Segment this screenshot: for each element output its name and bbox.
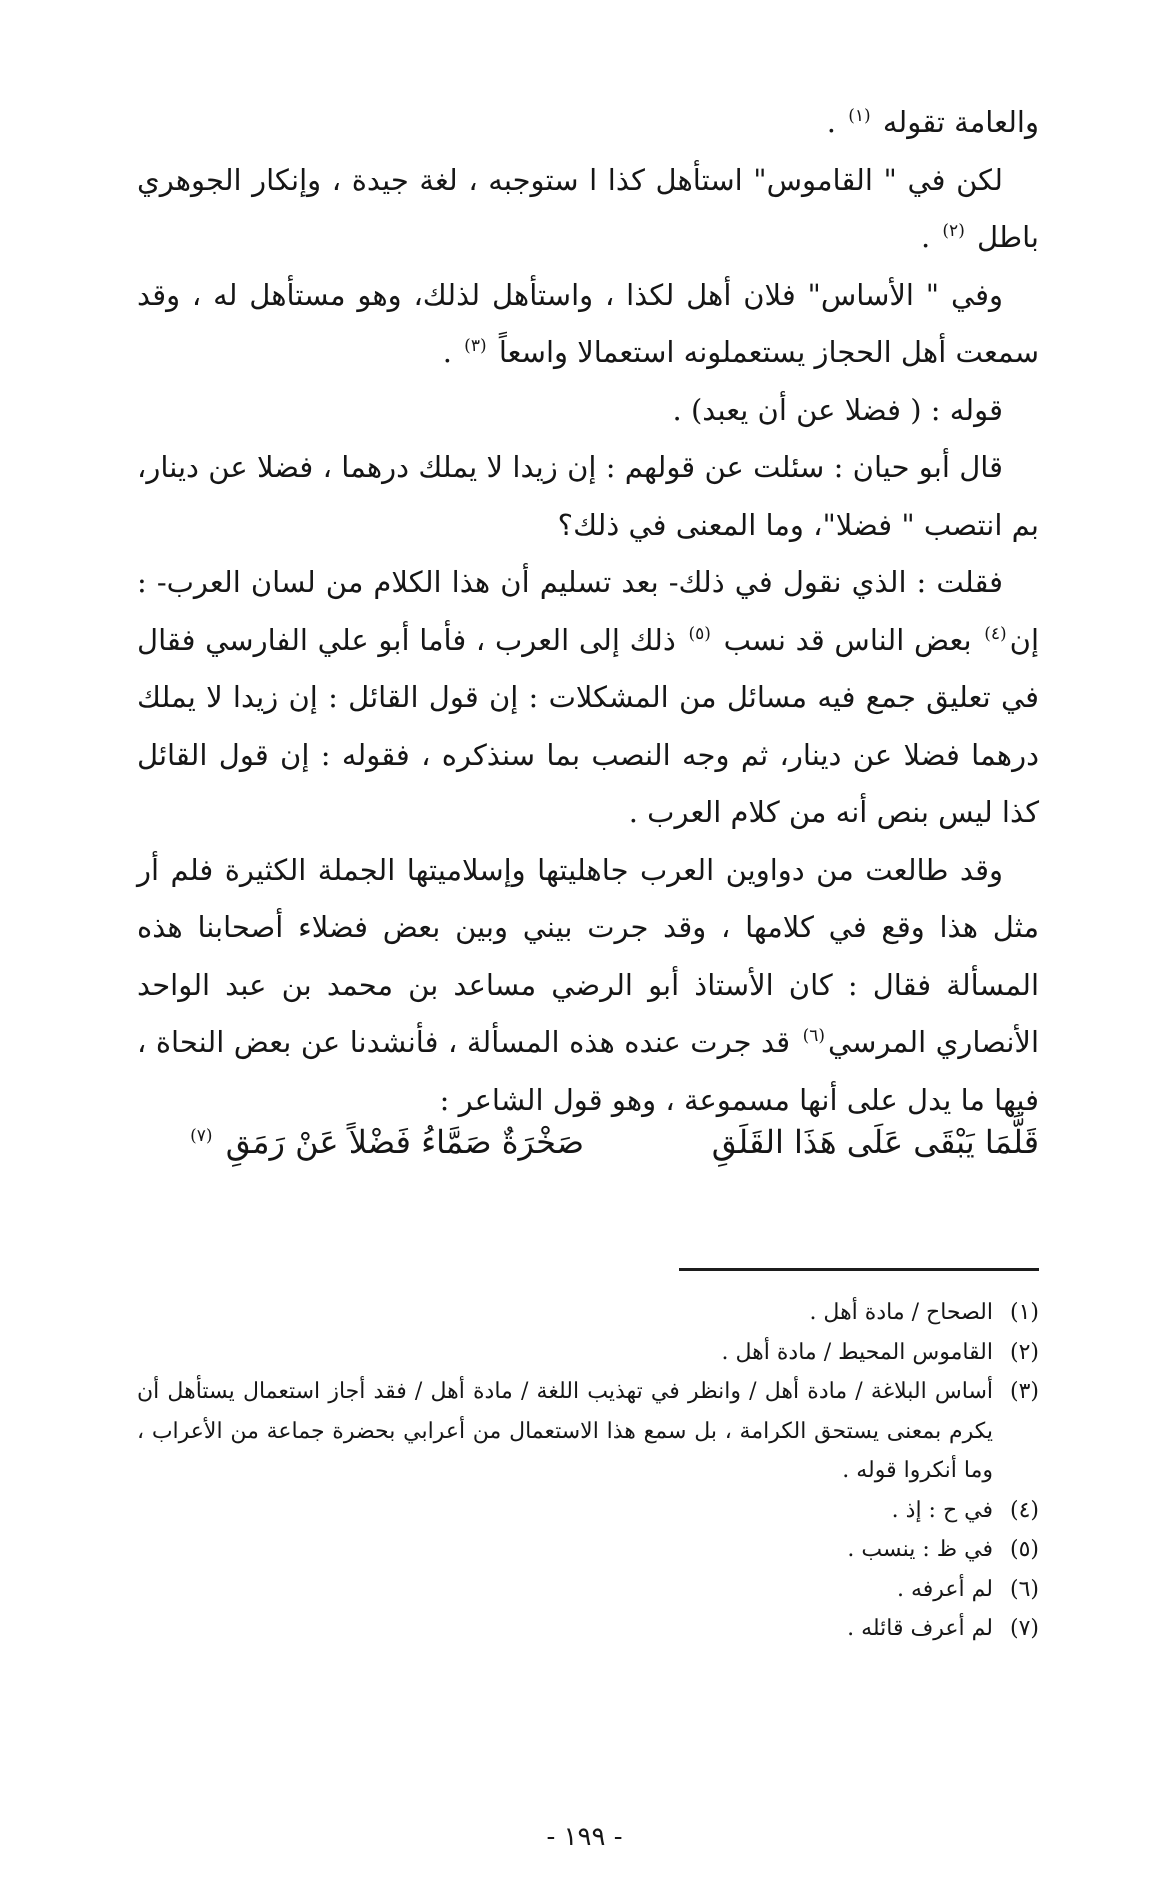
footnote-ref-6: (٦) xyxy=(802,1026,826,1047)
footnotes xyxy=(137,1293,1039,1649)
paragraph-4: قوله : ( فضلا عن أن يعبد) . xyxy=(672,392,1003,427)
footnote-ref-1: (١) xyxy=(848,106,871,127)
footnote-5: (٥) في ظ : ينسب . xyxy=(847,1537,1039,1562)
page-number: - ١٩٩ - xyxy=(546,1822,623,1852)
paragraph-7: وقد طالعت من دواوين العرب جاهليتها وإسلاميتها الجملة الكثيرة فلم أر مثل هذا وقع في كلامها ، وقد جرت بيني وبين بعض فضلاء أصحابنا هذه المسألة فقال : كان الأستاذ أبو الرضي مساعد بن محمد بن عبد الواحد الأنصاري المرسي$^{(٦)}$ قد جرت عنده هذه المسألة ، فأنشدنا عن بعض النحاة ، فيها ما يدل على أنها مسموعة ، وهو قول الشاعر : xyxy=(137,852,1039,1117)
footnote-ref-4: (٤) xyxy=(984,623,1007,644)
footnote-2: (٢) القاموس المحيط / مادة أهل . xyxy=(721,1339,1039,1365)
verse-first-hemistich: قَلَّمَا يَبْقَى عَلَى هَذَا القَلَقِ xyxy=(711,1123,1039,1161)
footnote-7: (٧) لم أعرف قائله . xyxy=(847,1616,1039,1641)
footnote-ref-2: (٢) xyxy=(942,221,965,242)
paragraph-3: وفي " الأساس" فلان أهل لكذا ، واستأهل لذلك، وهو مستأهل له ، وقد سمعت أهل الحجاز يستعملونه استعمالا واسعاً $^{(٣)}$ . xyxy=(137,277,1039,369)
footnote-6: (٦) لم أعرفه . xyxy=(896,1576,1039,1602)
footnote-ref-3: (٣) xyxy=(464,336,487,357)
footnote-1: (١) الصحاح / مادة أهل . xyxy=(809,1300,1039,1325)
footnote-divider xyxy=(679,1268,1039,1271)
paragraph-2: لكن في " القاموس" استأهل كذا ا ستوجبه ، لغة جيدة ، وإنكار الجوهري باطل $^{(٢)}$ . xyxy=(137,162,1039,254)
footnote-3: (٣) أساس البلاغة / مادة أهل / وانظر في تهذيب اللغة / مادة أهل / فقد أجاز استعمال يستأهل أن يكرم بمعنى يستحق الكرامة ، بل سمع هذا الاستعمال من أعرابي بحضرة جماعة من الأعراب ، وما أنكروا قوله . xyxy=(137,1379,1039,1483)
footnote-4: (٤) في ح : إذ . xyxy=(891,1497,1039,1523)
footnote-ref-5: (٥) xyxy=(688,623,711,644)
verse-second-hemistich: صَخْرَةٌ صَمَّاءُ فَضْلاً عَنْ رَمَقِ $^{(٧)}$ xyxy=(187,1112,584,1172)
main-text xyxy=(137,94,1039,1129)
paragraph-1: والعامة تقوله $^{(١)}$ . xyxy=(826,105,1039,139)
paragraph-5: قال أبو حيان : سئلت عن قولهم : إن زيدا لا يملك درهما ، فضلا عن دينار، بم انتصب " فضلا"، وما المعنى في ذلك؟ xyxy=(137,450,1039,542)
footnote-ref-7: (٧) xyxy=(190,1126,213,1147)
poetry-verse xyxy=(137,1112,1039,1172)
paragraph-6: فقلت : الذي نقول في ذلك- بعد تسليم أن هذا الكلام من لسان العرب- : إن$^{(٤)}$ بعض الناس قد نسب $^{(٥)}$ ذلك إلى العرب ، فأما أبو علي الفارسي فقال في تعليق جمع فيه مسائل من المشكلات : إن قول القائل : إن زيدا لا يملك درهما فضلا عن دينار، ثم وجه النصب بما سنذكره ، فقوله : إن قول القائل كذا ليس بنص أنه من كلام العرب . xyxy=(137,565,1040,829)
